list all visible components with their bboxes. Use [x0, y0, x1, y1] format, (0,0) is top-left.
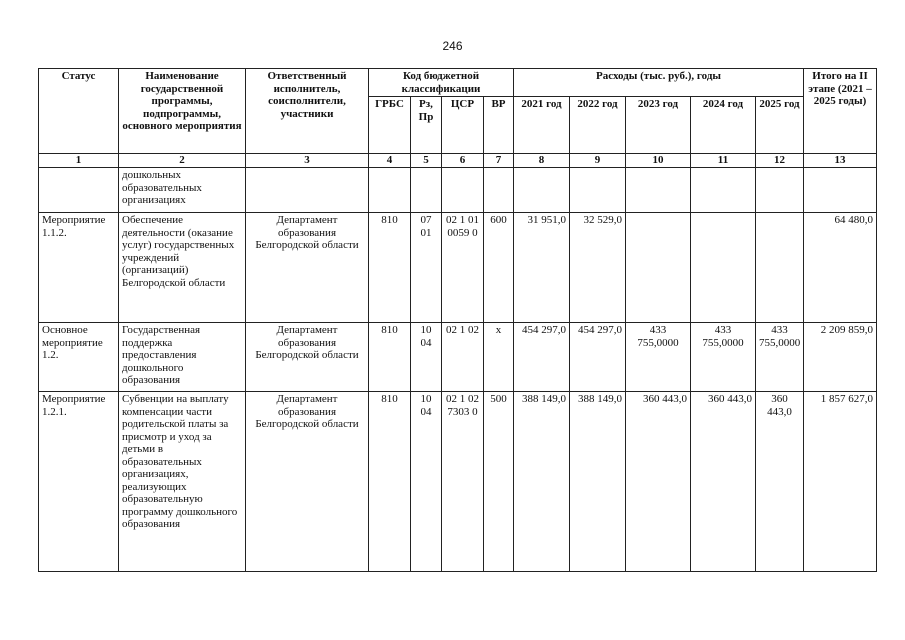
table-row	[39, 323, 877, 392]
cell-grbs: 810	[369, 213, 411, 323]
cell-2021: 388 149,0	[514, 392, 570, 572]
budget-table	[38, 68, 877, 572]
column-number: 10	[626, 154, 691, 168]
header-csr: ЦСР	[442, 97, 484, 154]
cell-name: Субвенции на выплату компенсации части родительской платы за присмотр и уход за детьми в образовательных организациях, реализующих образовательную программу дошкольного образования	[119, 392, 246, 572]
header-responsible: Ответственный исполнитель, соисполнители, участники	[246, 69, 369, 154]
column-number: 3	[246, 154, 369, 168]
cell-status: Мероприятие 1.1.2.	[39, 213, 119, 323]
cell-2024	[691, 213, 756, 323]
cell-grbs	[369, 168, 411, 213]
cell-2024	[691, 168, 756, 213]
header-rzpr: Рз, Пр	[411, 97, 442, 154]
column-number: 5	[411, 154, 442, 168]
cell-csr: 02 1 02	[442, 323, 484, 392]
header-budget-code: Код бюджетной классификации	[369, 69, 514, 97]
cell-2022: 454 297,0	[570, 323, 626, 392]
cell-total: 2 209 859,0	[804, 323, 877, 392]
table-row	[39, 392, 877, 572]
cell-2022: 388 149,0	[570, 392, 626, 572]
header-grbs: ГРБС	[369, 97, 411, 154]
header-year-2024: 2024 год	[691, 97, 756, 154]
cell-name: дошкольных образовательных организациях	[119, 168, 246, 213]
cell-2023	[626, 213, 691, 323]
cell-rzpr	[411, 168, 442, 213]
cell-2022: 32 529,0	[570, 213, 626, 323]
cell-status	[39, 168, 119, 213]
column-number: 13	[804, 154, 877, 168]
cell-csr: 02 1 01 0059 0	[442, 213, 484, 323]
column-number: 2	[119, 154, 246, 168]
cell-vr: 500	[484, 392, 514, 572]
cell-2022	[570, 168, 626, 213]
cell-2023: 360 443,0	[626, 392, 691, 572]
cell-vr: х	[484, 323, 514, 392]
cell-responsible: Департамент образования Белгородской области	[246, 392, 369, 572]
cell-responsible: Департамент образования Белгородской области	[246, 213, 369, 323]
cell-status: Основное мероприятие 1.2.	[39, 323, 119, 392]
column-number: 9	[570, 154, 626, 168]
column-number: 6	[442, 154, 484, 168]
cell-responsible	[246, 168, 369, 213]
cell-2021	[514, 168, 570, 213]
cell-total: 1 857 627,0	[804, 392, 877, 572]
cell-rzpr: 10 04	[411, 392, 442, 572]
header-year-2025: 2025 год	[756, 97, 804, 154]
column-number: 1	[39, 154, 119, 168]
cell-2025	[756, 168, 804, 213]
cell-status: Мероприятие 1.2.1.	[39, 392, 119, 572]
cell-2023	[626, 168, 691, 213]
cell-2021: 454 297,0	[514, 323, 570, 392]
column-number: 7	[484, 154, 514, 168]
cell-responsible: Департамент образования Белгородской области	[246, 323, 369, 392]
cell-csr: 02 1 02 7303 0	[442, 392, 484, 572]
header-year-2022: 2022 год	[570, 97, 626, 154]
page-number: 246	[442, 39, 463, 53]
cell-2025: 433 755,0000	[756, 323, 804, 392]
header-year-2021: 2021 год	[514, 97, 570, 154]
header-name: Наименование государственной программы, подпрограммы, основного мероприятия	[119, 69, 246, 154]
column-number: 4	[369, 154, 411, 168]
cell-2021: 31 951,0	[514, 213, 570, 323]
cell-2025: 360 443,0	[756, 392, 804, 572]
cell-rzpr: 07 01	[411, 213, 442, 323]
cell-2025	[756, 213, 804, 323]
cell-grbs: 810	[369, 392, 411, 572]
cell-total	[804, 168, 877, 213]
cell-name: Обеспечение деятельности (оказание услуг) государственных учреждений (организаций) Белгородской области	[119, 213, 246, 323]
cell-name: Государственная поддержка предоставления дошкольного образования	[119, 323, 246, 392]
table-row	[39, 168, 877, 213]
cell-rzpr: 10 04	[411, 323, 442, 392]
column-number-row	[39, 154, 877, 168]
table-row	[39, 213, 877, 323]
header-total: Итого на II этапе (2021 – 2025 годы)	[804, 69, 877, 154]
header-status: Статус	[39, 69, 119, 154]
cell-total: 64 480,0	[804, 213, 877, 323]
header-expenses: Расходы (тыс. руб.), годы	[514, 69, 804, 97]
column-number: 12	[756, 154, 804, 168]
cell-2024: 360 443,0	[691, 392, 756, 572]
cell-csr	[442, 168, 484, 213]
cell-grbs: 810	[369, 323, 411, 392]
column-number: 11	[691, 154, 756, 168]
cell-vr: 600	[484, 213, 514, 323]
cell-2023: 433 755,0000	[626, 323, 691, 392]
cell-2024: 433 755,0000	[691, 323, 756, 392]
column-number: 8	[514, 154, 570, 168]
header-vr: ВР	[484, 97, 514, 154]
cell-vr	[484, 168, 514, 213]
header-year-2023: 2023 год	[626, 97, 691, 154]
